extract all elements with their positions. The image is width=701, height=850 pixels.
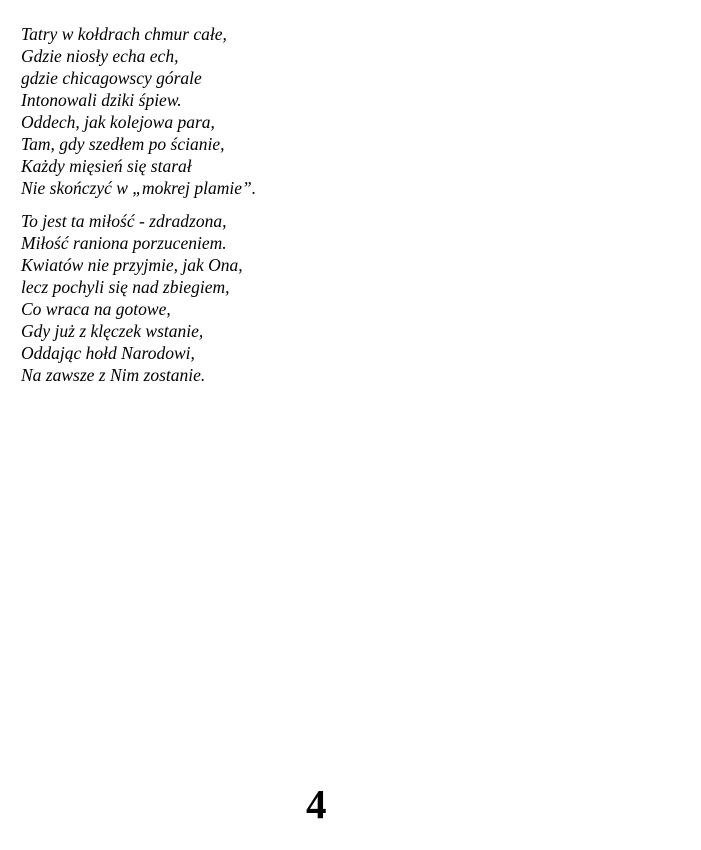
poem-line: Tam, gdy szedłem po ścianie, — [21, 134, 225, 154]
poem-line: Każdy mięsień się starał — [21, 156, 192, 176]
poem — [21, 23, 256, 386]
poem-line: Kwiatów nie przyjmie, jak Ona, — [21, 255, 243, 275]
poem-line: Oddech, jak kolejowa para, — [21, 112, 215, 132]
stanza-2 — [21, 210, 256, 386]
poem-line: Gdzie niosły echa ech, — [21, 46, 179, 66]
poem-line: Nie skończyć w „mokrej plamie”. — [21, 178, 257, 198]
poem-line: Tatry w kołdrach chmur całe, — [21, 24, 227, 44]
poem-line: Miłość raniona porzuceniem. — [21, 233, 227, 253]
poem-line: Oddając hołd Narodowi, — [21, 343, 195, 363]
poem-line: lecz pochyli się nad zbiegiem, — [21, 277, 230, 297]
page-number: 4 — [306, 781, 327, 827]
poem-line: Intonowali dziki śpiew. — [21, 90, 182, 110]
stanza-1 — [21, 23, 256, 199]
poem-line: Na zawsze z Nim zostanie. — [21, 365, 206, 385]
poem-line: gdzie chicagowscy górale — [21, 68, 202, 88]
poem-line: Co wraca na gotowe, — [21, 299, 171, 319]
poem-line: Gdy już z klęczek wstanie, — [21, 321, 204, 341]
poem-line: To jest ta miłość - zdradzona, — [21, 211, 227, 231]
